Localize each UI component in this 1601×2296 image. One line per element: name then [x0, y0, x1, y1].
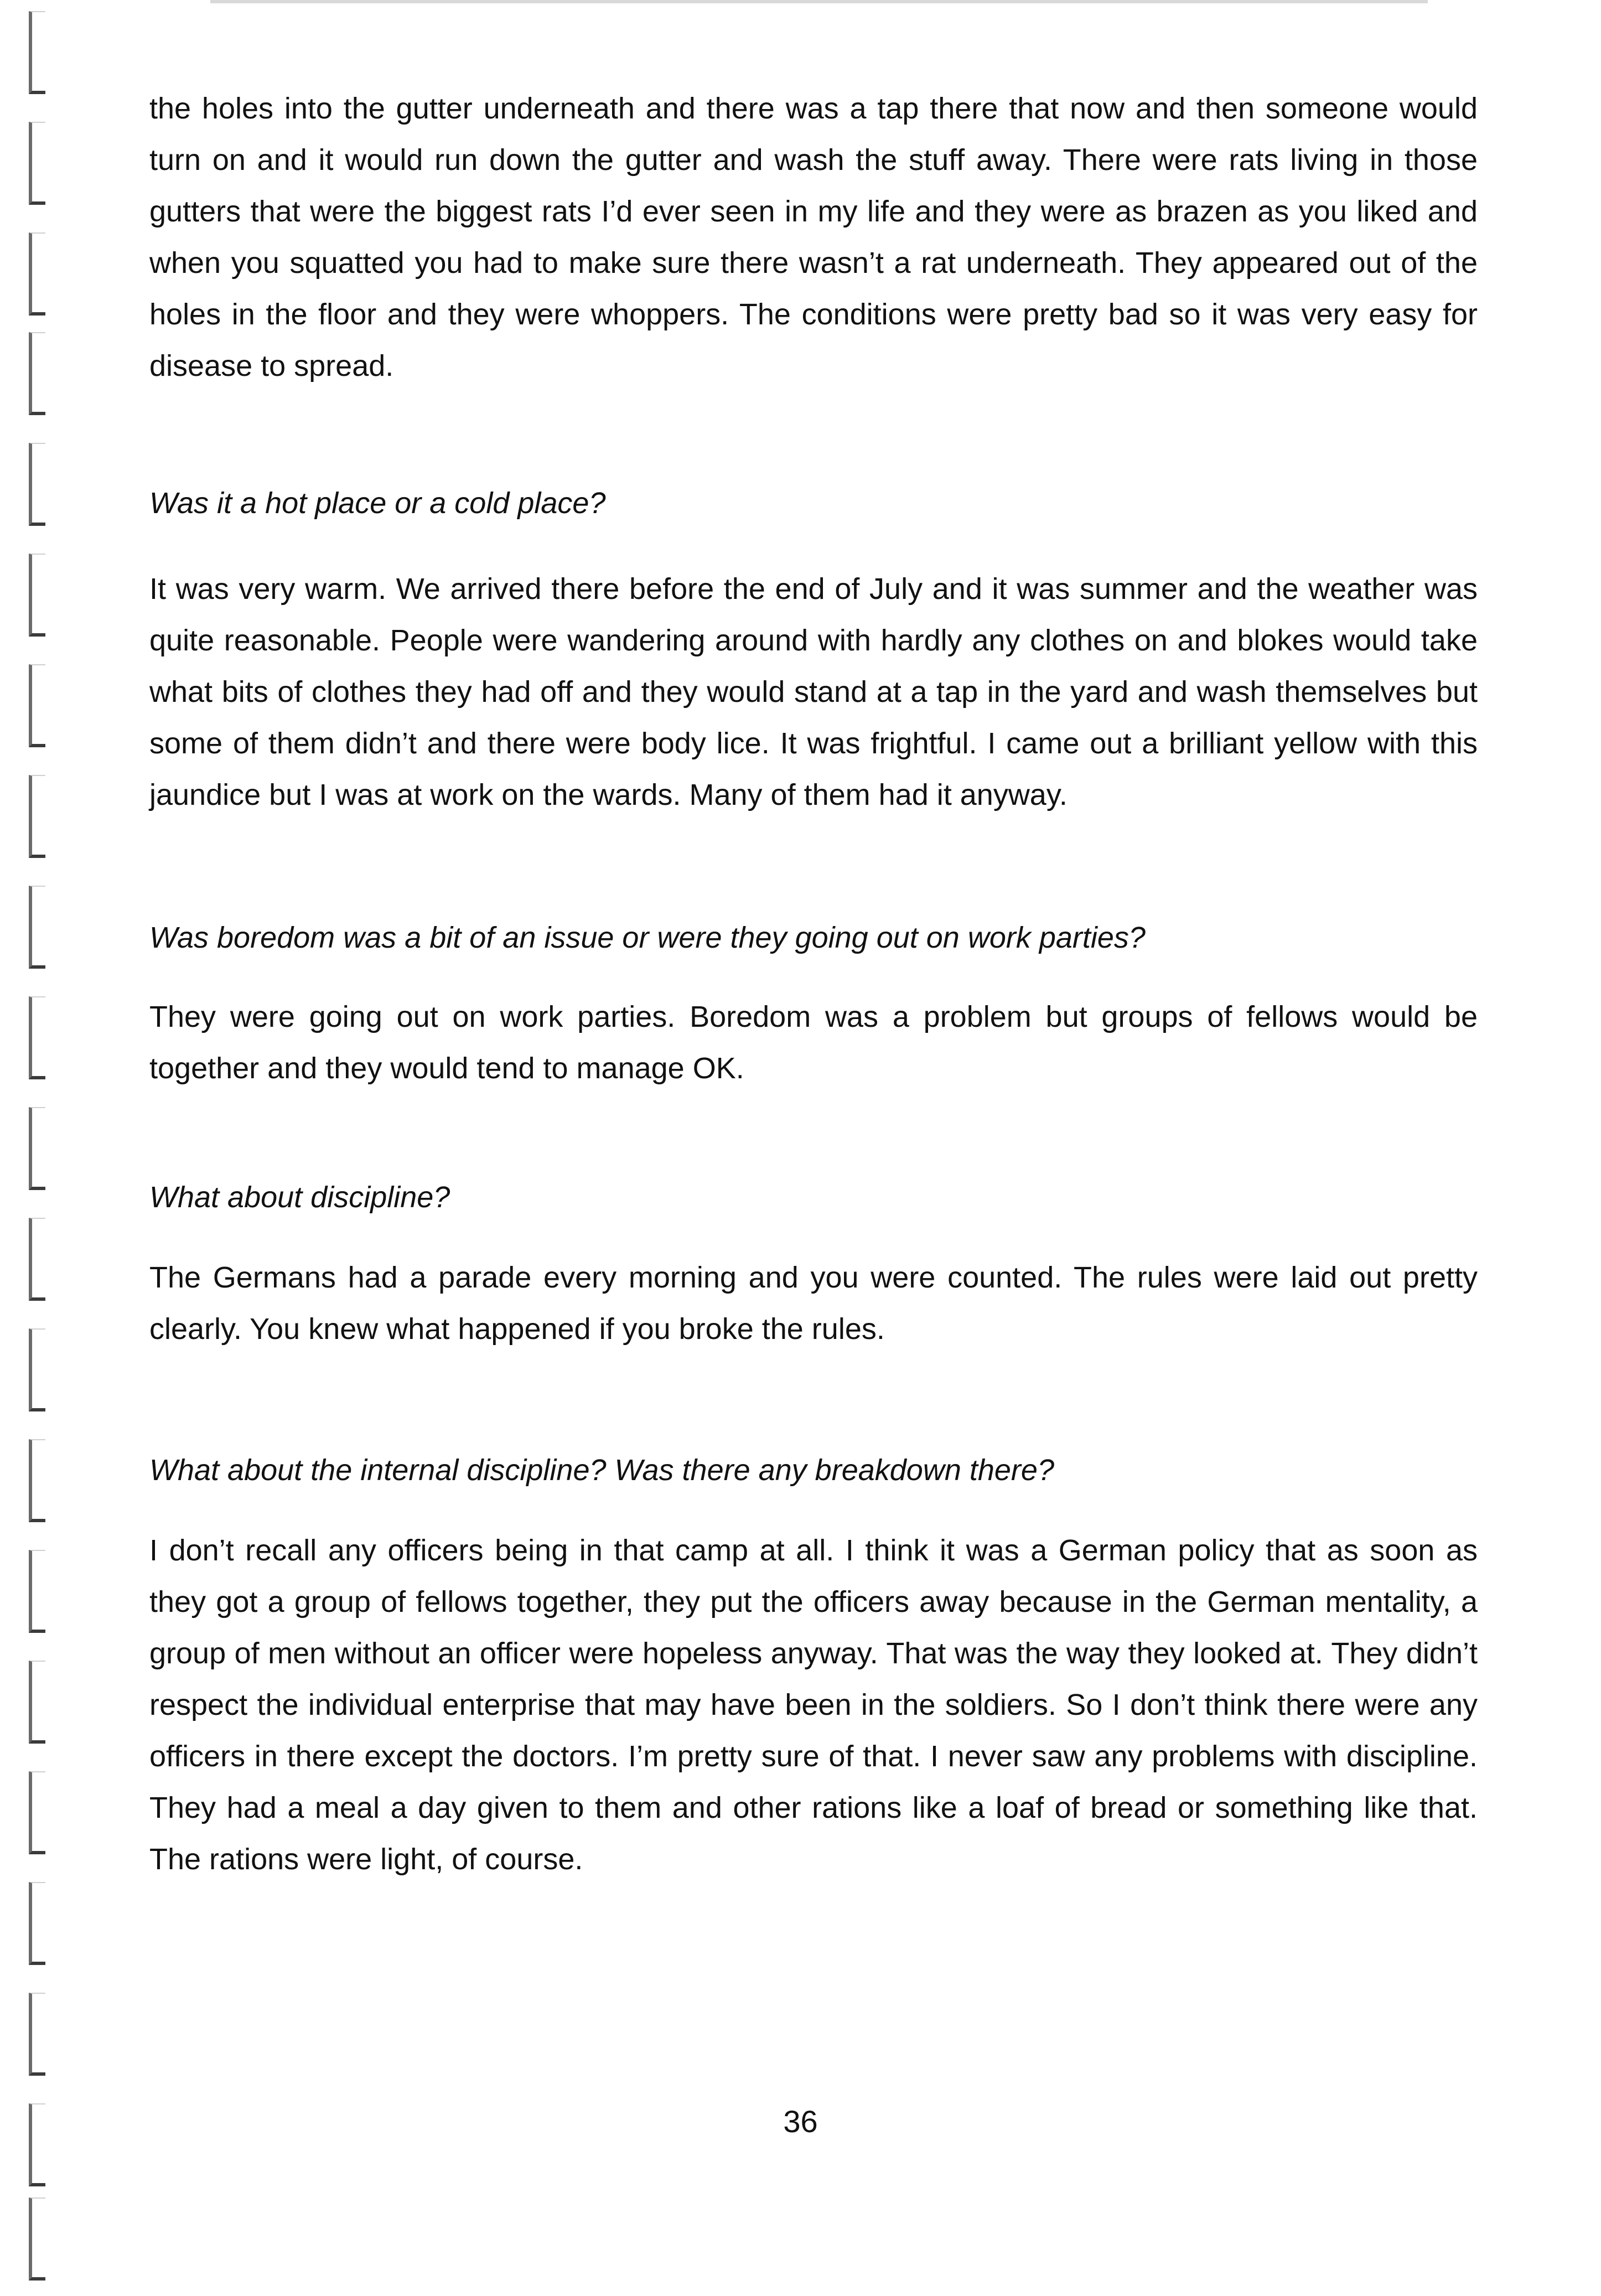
interviewer-question: What about discipline? — [149, 1181, 450, 1214]
answer-paragraph: They were going out on work parties. Boredom was a problem but groups of fellows would be together and they would tend to manage OK. — [149, 1000, 1478, 1085]
answer-paragraph: the holes into the gutter underneath and there was a tap there that now and then someone would turn on and it would run down the gutter and wash the stuff away. There were rats living in those gutters that were the biggest rats I’d ever seen in my life and they were as brazen as you liked and when you squatted you had to make sure there wasn’t a rat underneath. They appeared out of the holes in the floor and they were whoppers. The conditions were pretty bad so it was very easy for disease to spread. — [149, 92, 1478, 382]
binder-hole-mark — [29, 1218, 45, 1301]
answer-paragraph: It was very warm. We arrived there before the end of July and it was summer and the weather was quite reasonable. People were wandering around with hardly any clothes on and blokes would take what bits of clothes they had off and they would stand at a tap in the yard and wash themselves but some of them didn’t and there were body lice. It was frightful. I came out a brilliant yellow with this jaundice but I was at work on the wards. Many of them had it anyway. — [149, 572, 1478, 811]
binder-hole-mark — [29, 443, 45, 526]
answer-paragraph: The Germans had a parade every morning and you were counted. The rules were laid out pretty clearly. You knew what happened if you broke the rules. — [149, 1261, 1478, 1346]
answer-paragraph: I don’t recall any officers being in that camp at all. I think it was a German policy that as soon as they got a group of fellows together, they put the officers away because in the German mentality, a group of men without an officer were hopeless anyway. That was the way they looked at. They didn’t respect the individual enterprise that may have been in the soldiers. So I don’t think there were any officers in there except the doctors. I’m pretty sure of that. I never saw any problems with discipline. They had a meal a day given to them and other rations like a loaf of bread or something like that. The rations were light, of course. — [149, 1534, 1478, 1876]
binder-hole-mark — [29, 1993, 45, 2076]
binder-hole-mark — [29, 1661, 45, 1744]
interviewer-question: Was it a hot place or a cold place? — [149, 487, 606, 520]
transcript-body — [149, 83, 1478, 1885]
binder-hole-mark — [29, 2197, 45, 2281]
binder-hole-mark — [29, 122, 45, 205]
binder-hole-mark — [29, 232, 45, 316]
binder-hole-mark — [29, 1550, 45, 1633]
binder-hole-mark — [29, 886, 45, 969]
binder-hole-mark — [29, 11, 45, 94]
binder-hole-mark — [29, 332, 45, 415]
page-number: 36 — [783, 2104, 818, 2139]
binder-hole-mark — [29, 775, 45, 858]
binder-hole-mark — [29, 1882, 45, 1965]
binder-ring-holes — [21, 0, 60, 2296]
binder-hole-mark — [29, 1439, 45, 1522]
binder-hole-mark — [29, 664, 45, 747]
binder-hole-mark — [29, 554, 45, 637]
interviewer-question: What about the internal discipline? Was there any breakdown there? — [149, 1454, 1054, 1487]
binder-hole-mark — [29, 1107, 45, 1190]
interviewer-question: Was boredom was a bit of an issue or were they going out on work parties? — [149, 921, 1146, 954]
binder-hole-mark — [29, 1328, 45, 1411]
scan-top-edge — [210, 0, 1428, 3]
binder-hole-mark — [29, 1771, 45, 1854]
binder-hole-mark — [29, 996, 45, 1079]
